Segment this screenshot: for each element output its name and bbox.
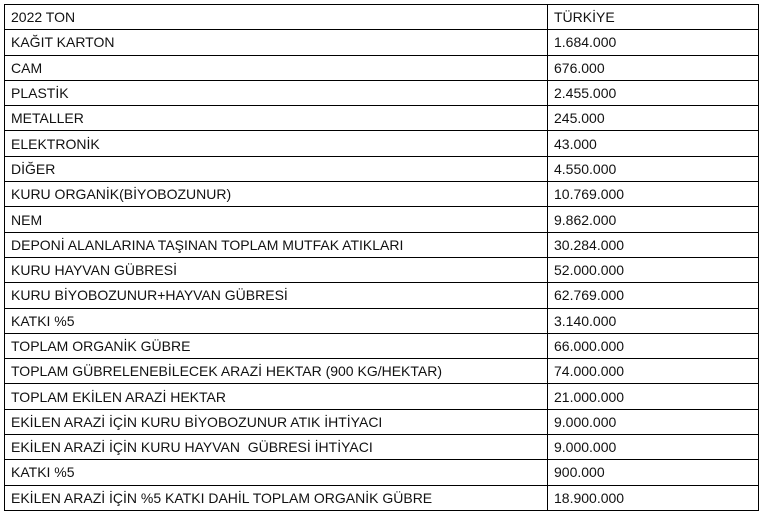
header-cell-country: TÜRKİYE	[548, 5, 759, 30]
row-label: TOPLAM GÜBRELENEBİLECEK ARAZİ HEKTAR (900 KG/HEKTAR)	[5, 359, 548, 384]
table-row	[5, 30, 759, 55]
row-label: KAĞIT KARTON	[5, 30, 548, 55]
row-label: EKİLEN ARAZİ İÇİN KURU BİYOBOZUNUR ATIK İHTİYACI	[5, 409, 548, 434]
row-value: 676.000	[548, 55, 759, 80]
table-row	[5, 182, 759, 207]
row-label: KURU BİYOBOZUNUR+HAYVAN GÜBRESİ	[5, 283, 548, 308]
row-value: 3.140.000	[548, 308, 759, 333]
table-row	[5, 80, 759, 105]
row-label: METALLER	[5, 106, 548, 131]
data-table	[4, 4, 759, 511]
row-label: PLASTİK	[5, 80, 548, 105]
row-label: KATKI %5	[5, 308, 548, 333]
row-value: 52.000.000	[548, 257, 759, 282]
table-row	[5, 232, 759, 257]
row-value: 2.455.000	[548, 80, 759, 105]
table-row	[5, 359, 759, 384]
row-label: TOPLAM ORGANİK GÜBRE	[5, 333, 548, 358]
table-row	[5, 435, 759, 460]
row-label: KURU HAYVAN GÜBRESİ	[5, 257, 548, 282]
table-row	[5, 55, 759, 80]
table-row	[5, 333, 759, 358]
row-label: DEPONİ ALANLARINA TAŞINAN TOPLAM MUTFAK ATIKLARI	[5, 232, 548, 257]
row-value: 10.769.000	[548, 182, 759, 207]
data-table-container	[4, 4, 758, 511]
row-label: CAM	[5, 55, 548, 80]
table-row	[5, 308, 759, 333]
table-row	[5, 207, 759, 232]
row-label: KURU ORGANİK(BİYOBOZUNUR)	[5, 182, 548, 207]
table-row	[5, 460, 759, 485]
table-row	[5, 257, 759, 282]
row-value: 18.900.000	[548, 485, 759, 510]
table-header-row	[5, 5, 759, 30]
row-value: 43.000	[548, 131, 759, 156]
row-label: DİĞER	[5, 156, 548, 181]
row-value: 21.000.000	[548, 384, 759, 409]
table-row	[5, 409, 759, 434]
row-value: 1.684.000	[548, 30, 759, 55]
table-row	[5, 485, 759, 510]
row-value: 9.000.000	[548, 409, 759, 434]
table-row	[5, 384, 759, 409]
row-value: 245.000	[548, 106, 759, 131]
row-value: 9.000.000	[548, 435, 759, 460]
row-label: ELEKTRONİK	[5, 131, 548, 156]
row-value: 74.000.000	[548, 359, 759, 384]
header-cell-label: 2022 TON	[5, 5, 548, 30]
table-row	[5, 106, 759, 131]
table-row	[5, 156, 759, 181]
row-label: EKİLEN ARAZİ İÇİN KURU HAYVAN GÜBRESİ İHTİYACI	[5, 435, 548, 460]
row-label: EKİLEN ARAZİ İÇİN %5 KATKI DAHİL TOPLAM ORGANİK GÜBRE	[5, 485, 548, 510]
row-value: 900.000	[548, 460, 759, 485]
table-row	[5, 283, 759, 308]
row-value: 4.550.000	[548, 156, 759, 181]
row-label: NEM	[5, 207, 548, 232]
row-label: TOPLAM EKİLEN ARAZİ HEKTAR	[5, 384, 548, 409]
table-row	[5, 131, 759, 156]
row-value: 62.769.000	[548, 283, 759, 308]
row-label: KATKI %5	[5, 460, 548, 485]
row-value: 9.862.000	[548, 207, 759, 232]
row-value: 66.000.000	[548, 333, 759, 358]
row-value: 30.284.000	[548, 232, 759, 257]
